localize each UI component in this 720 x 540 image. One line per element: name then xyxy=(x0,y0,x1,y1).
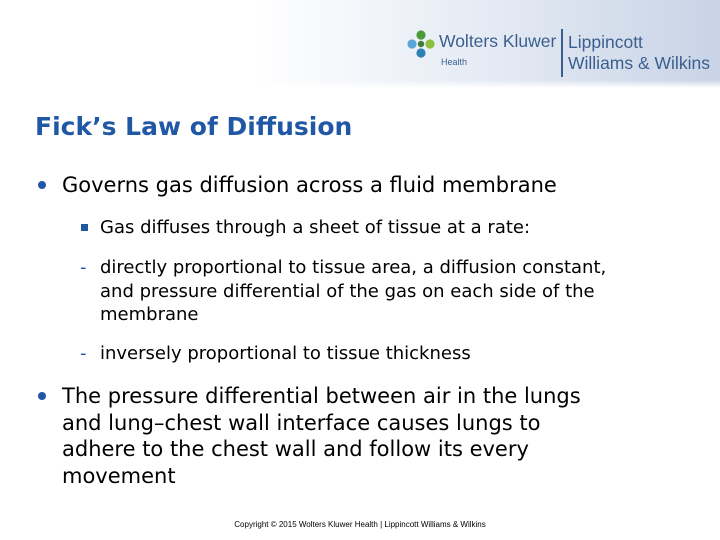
copyright-footer: Copyright © 2015 Wolters Kluwer Health | Lippincott Williams & Wilkins xyxy=(234,520,486,529)
dash-item xyxy=(80,342,640,366)
publisher-name-line2: Williams & Wilkins xyxy=(568,53,710,73)
sub-bullet-item xyxy=(80,216,680,240)
square-bullet-icon xyxy=(81,224,88,231)
bullet-item xyxy=(38,172,678,199)
round-bullet-icon xyxy=(38,181,46,189)
wolters-kluwer-logo-icon xyxy=(406,29,436,59)
dash-bullet-icon: - xyxy=(80,343,87,364)
dash-text: inversely proportional to tissue thickness xyxy=(100,343,471,364)
sub-bullet-text: Gas diffuses through a sheet of tissue at a rate: xyxy=(100,217,531,238)
dash-bullet-icon: - xyxy=(80,257,87,278)
brand-subtitle: Health xyxy=(441,57,468,67)
bullet-text: Governs gas diffusion across a fluid membrane xyxy=(62,173,557,197)
publisher-name-line1: Lippincott xyxy=(568,32,643,52)
round-bullet-icon xyxy=(38,392,46,400)
slide-title: Fick’s Law of Diffusion xyxy=(35,112,353,141)
logo-divider xyxy=(561,29,563,77)
bullet-item xyxy=(38,383,618,489)
brand-name: Wolters Kluwer xyxy=(439,31,557,51)
dash-item xyxy=(80,256,640,327)
bullet-text: The pressure differential between air in the lungs and lung–chest wall interface causes lungs to adhere to the chest wall and follow its every movement xyxy=(62,384,581,488)
dash-text: directly proportional to tissue area, a diffusion constant, and pressure differential of the gas on each side of the membrane xyxy=(100,257,607,325)
